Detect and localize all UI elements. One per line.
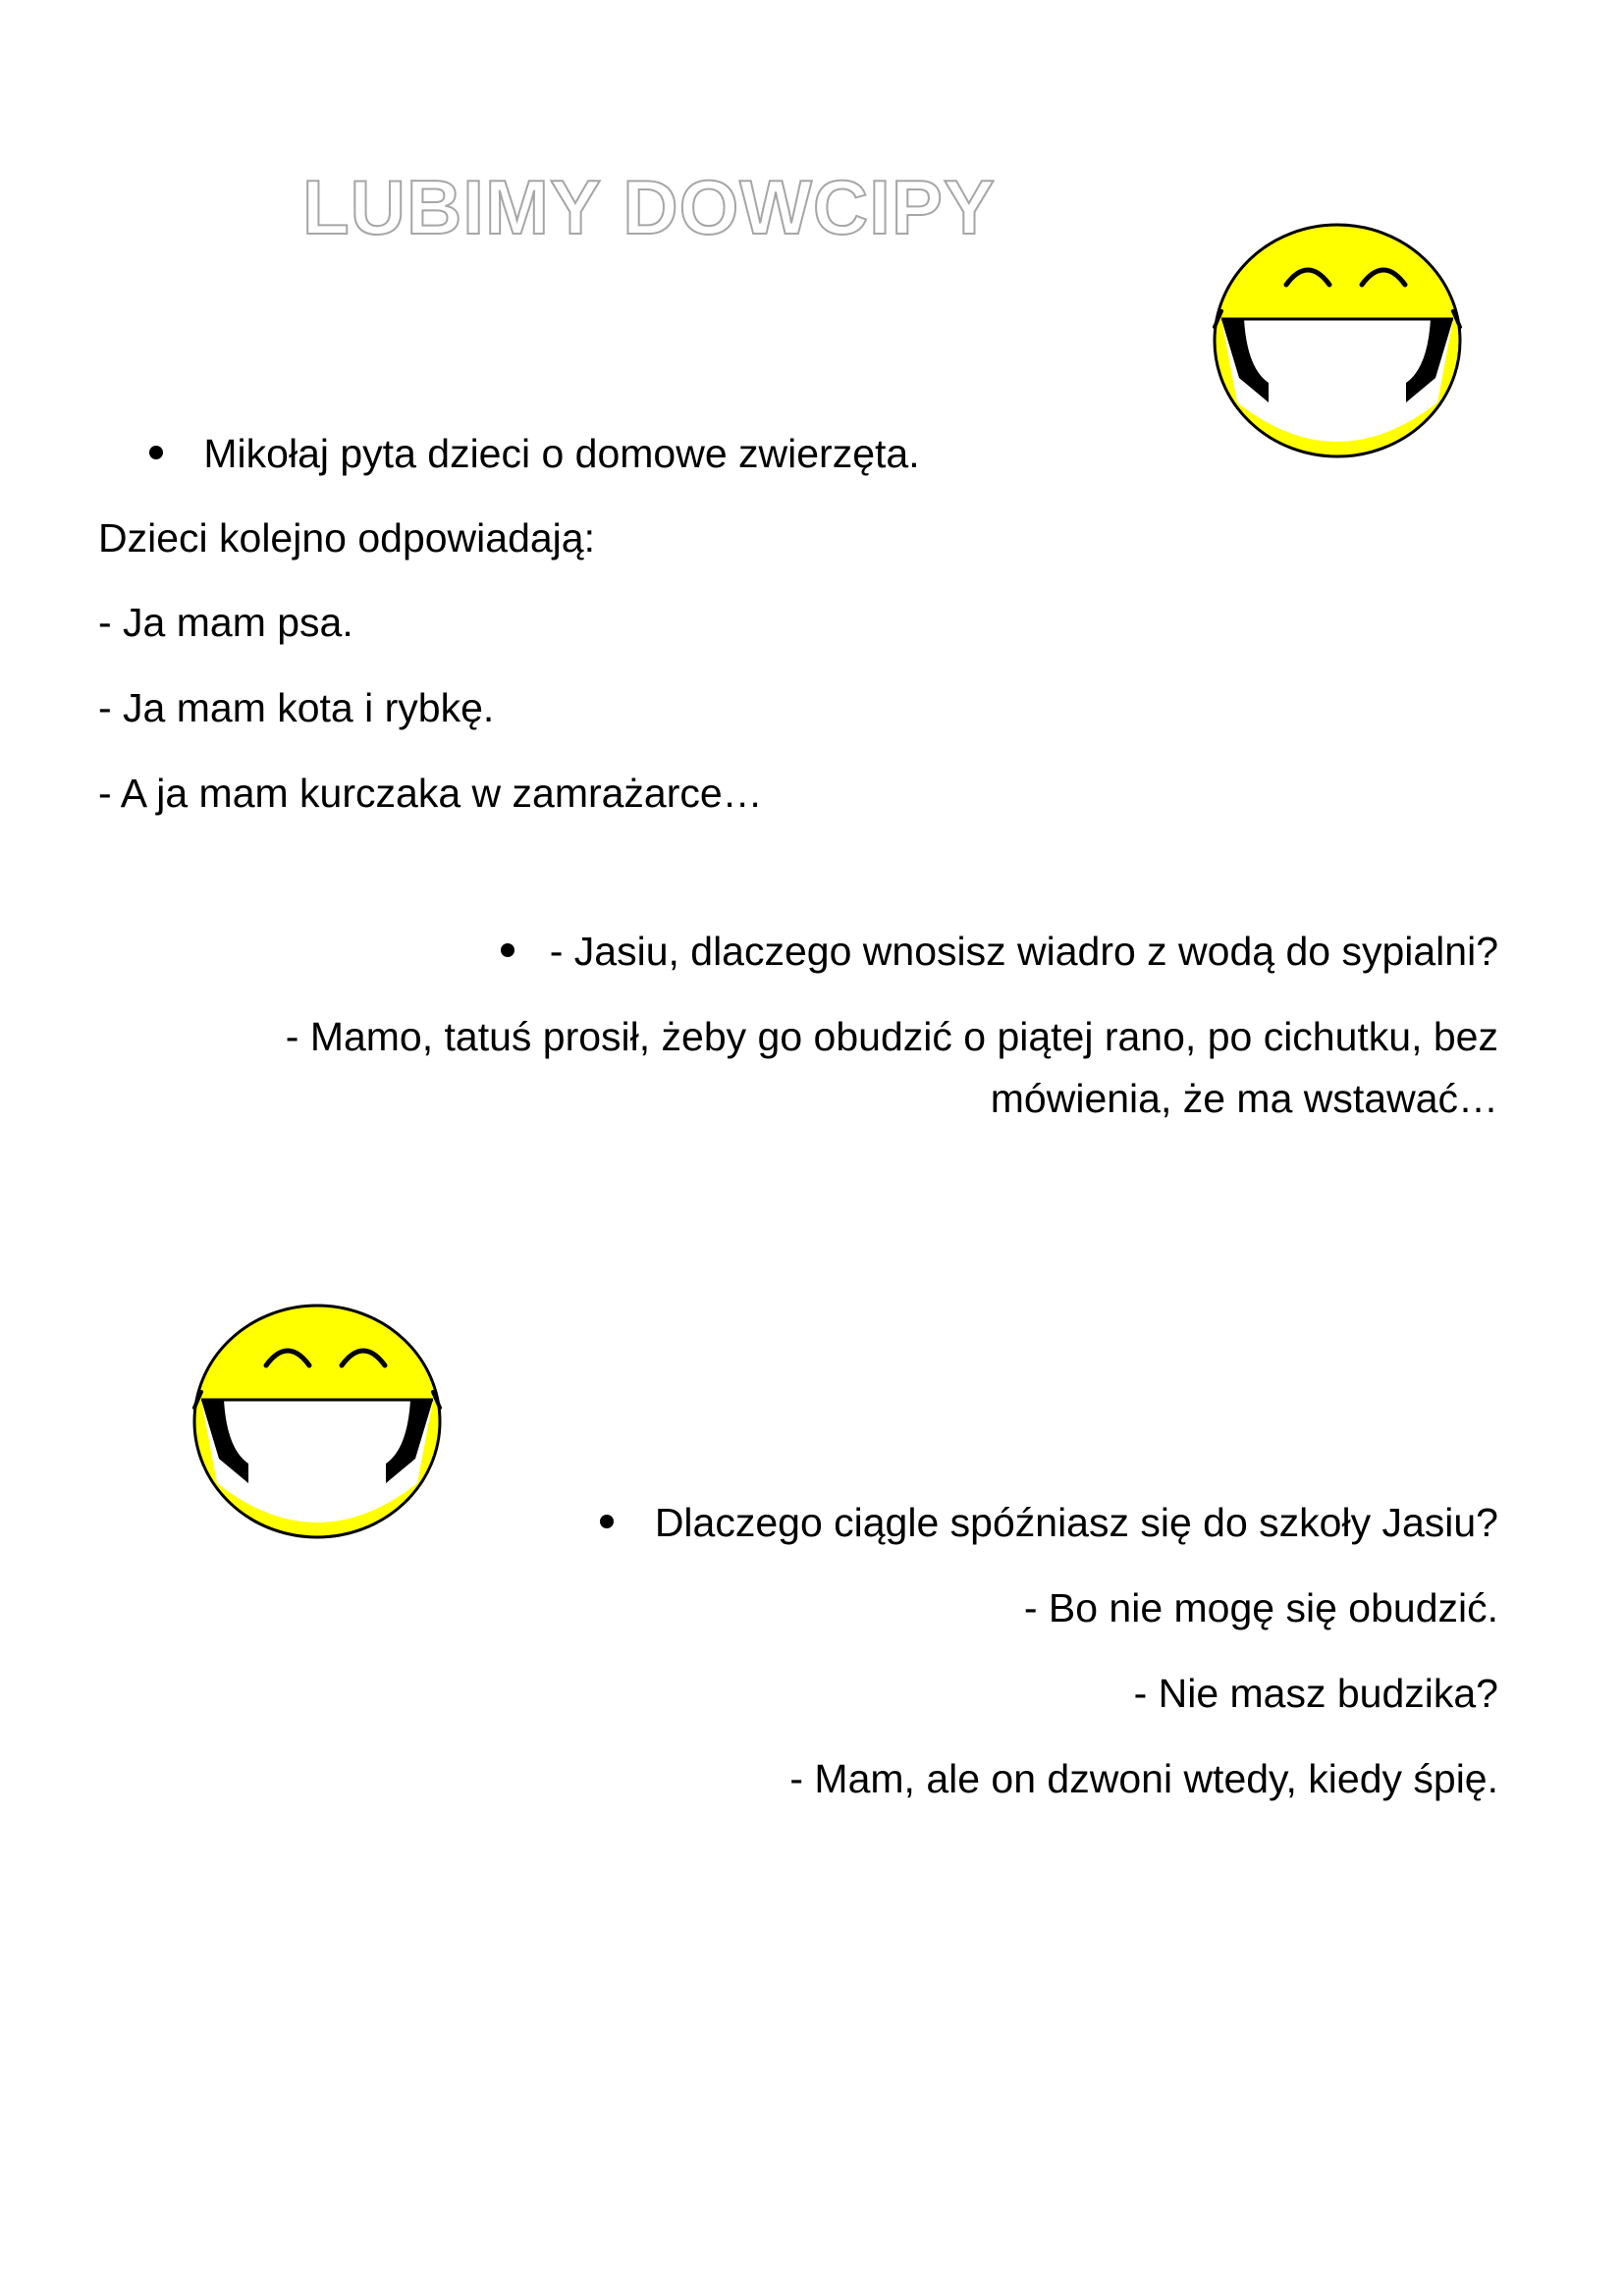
joke2-line: - Mamo, tatuś prosił, żeby go obudzić o piątej rano, po cichutku, bez xyxy=(285,1014,1498,1059)
joke1-bullet-item xyxy=(149,430,920,478)
bullet-icon xyxy=(149,446,163,459)
laughing-smiley-icon xyxy=(189,1302,445,1542)
joke2-line: mówienia, że ma wstawać… xyxy=(990,1076,1498,1121)
joke3-bullet-item xyxy=(600,1499,1498,1547)
joke3-question: Dlaczego ciągle spóźniasz się do szkoły Jasiu? xyxy=(654,1500,1498,1545)
page-title: LUBIMY DOWCIPY xyxy=(302,164,996,250)
joke1-question: Mikołaj pyta dzieci o domowe zwierzęta. xyxy=(203,431,920,476)
joke2-bullet-item xyxy=(501,928,1498,976)
bullet-icon xyxy=(501,943,514,957)
joke3-line: - Mam, ale on dzwoni wtedy, kiedy śpię. xyxy=(789,1756,1498,1801)
joke3-line: - Nie masz budzika? xyxy=(1133,1671,1498,1716)
joke1-line: - Ja mam kota i rybkę. xyxy=(98,685,495,730)
bullet-icon xyxy=(600,1515,614,1528)
joke1-line: - A ja mam kurczaka w zamrażarce… xyxy=(98,771,763,816)
joke2-question: - Jasiu, dlaczego wnosisz wiadro z wodą do sypialni? xyxy=(549,929,1498,974)
joke1-line: - Ja mam psa. xyxy=(98,600,353,645)
laughing-smiley-icon xyxy=(1210,221,1465,461)
joke3-line: - Bo nie mogę się obudzić. xyxy=(1023,1585,1498,1630)
joke1-line: Dzieci kolejno odpowiadają: xyxy=(98,515,595,561)
